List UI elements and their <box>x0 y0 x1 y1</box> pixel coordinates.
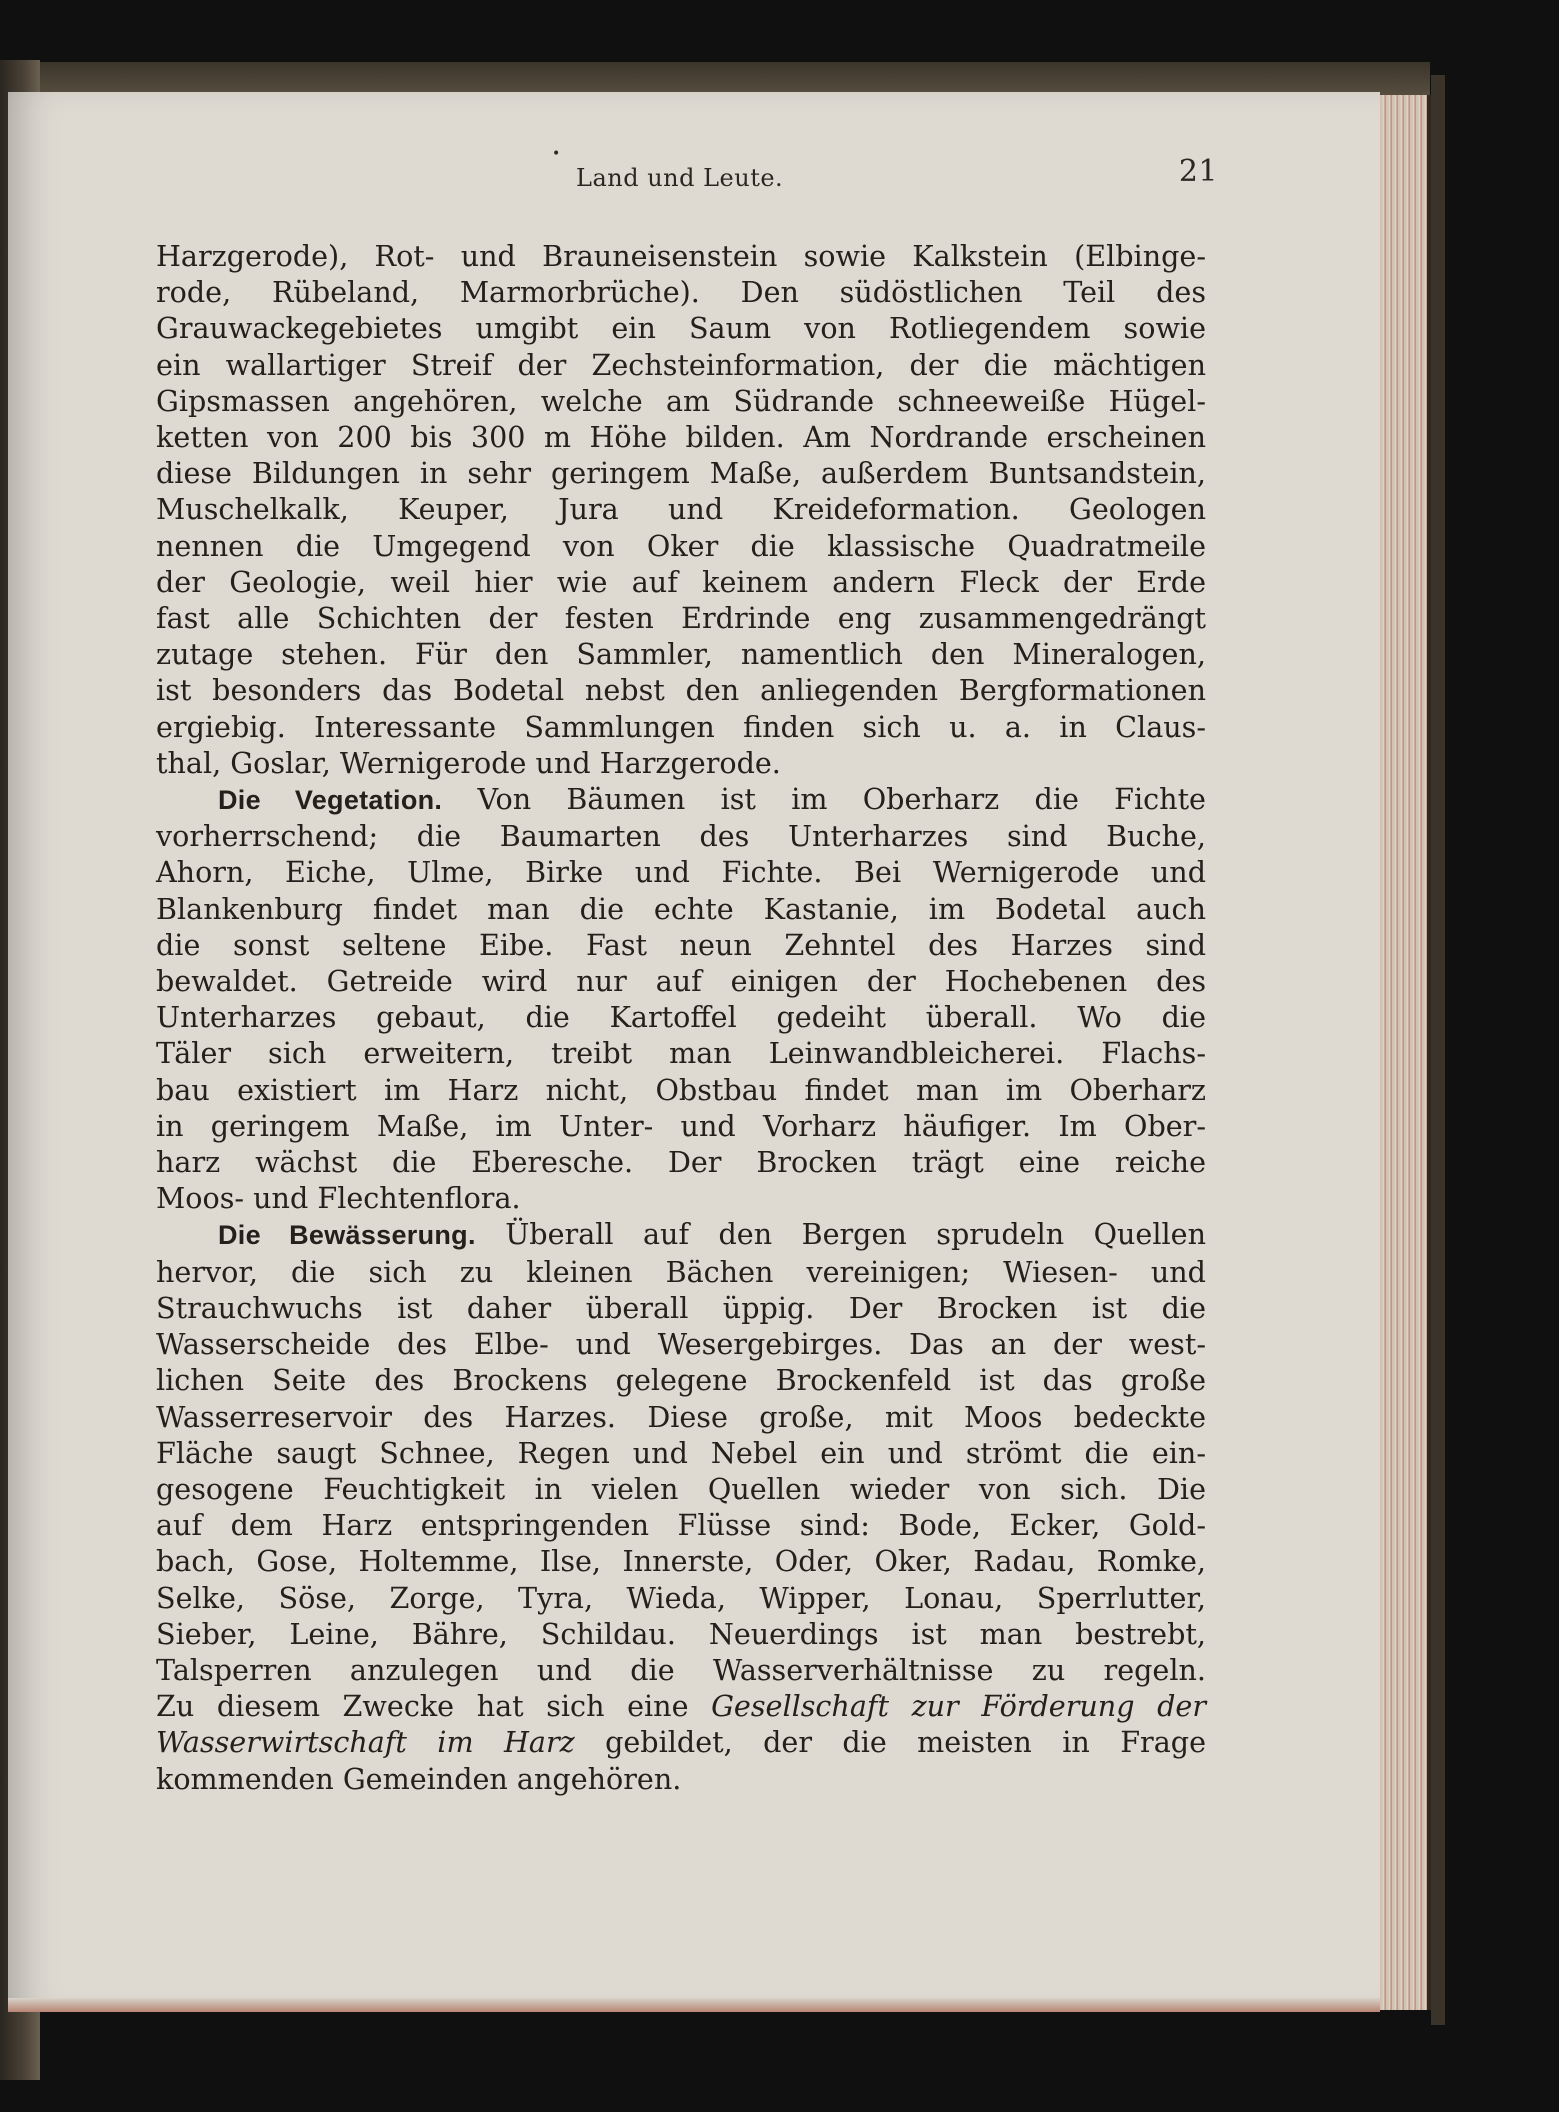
line-text: vorherrschend; die Baumarten des Unterharzes sind Buche, <box>156 819 1206 854</box>
text-line <box>156 636 1206 672</box>
text-line <box>156 600 1206 636</box>
line-text: ein wallartiger Streif der Zechsteinformation, der die mächtigen <box>156 347 1206 382</box>
line-text: gesogene Feuchtigkeit in vielen Quellen wieder von sich. Die <box>156 1471 1206 1506</box>
line-text: bau existiert im Harz nicht, Obstbau findet man im Oberharz <box>156 1072 1206 1107</box>
line-text: zutage stehen. Für den Sammler, namentlich den Mineralogen, <box>156 637 1206 672</box>
line-text: Moos- und Flechtenflora. <box>156 1181 521 1216</box>
text-line <box>156 745 1206 781</box>
text-line <box>156 1616 1206 1652</box>
text-line <box>156 1761 1206 1797</box>
line-text: der Geologie, weil hier wie auf keinem andern Fleck der Erde <box>156 564 1206 599</box>
line-text: fast alle Schichten der festen Erdrinde eng zusammengedrängt <box>156 601 1206 636</box>
line-text: Strauchwuchs ist daher überall üppig. Der Brocken ist die <box>156 1290 1206 1325</box>
text-line <box>156 891 1206 927</box>
line-text: bewaldet. Getreide wird nur auf einigen der Hochebenen des <box>156 964 1206 999</box>
line-text: rode, Rübeland, Marmorbrüche). Den südöstlichen Teil des <box>156 275 1206 310</box>
line-text: in geringem Maße, im Unter- und Vorharz häufiger. Im Ober- <box>156 1108 1206 1143</box>
text-line <box>156 1254 1206 1290</box>
line-text: Zu diesem Zwecke hat sich eine <box>156 1689 712 1724</box>
line-text: Gipsmassen angehören, welche am Südrande schneeweiße Hügel- <box>156 383 1206 418</box>
text-line <box>156 1072 1206 1108</box>
text-line <box>156 818 1206 854</box>
line-text: Harzgerode), Rot- und Brauneisenstein sowie Kalkstein (Elbinge- <box>156 239 1206 273</box>
text-line <box>156 1216 1206 1253</box>
text-line <box>156 1290 1206 1326</box>
text-line <box>156 963 1206 999</box>
line-text: Muschelkalk, Keuper, Jura und Kreideformation. Geologen <box>156 492 1206 527</box>
text-line <box>156 455 1206 491</box>
line-text: Unterharzes gebaut, die Kartoffel gedeiht überall. Wo die <box>156 1000 1206 1035</box>
text-line <box>156 1471 1206 1507</box>
text-line <box>156 310 1206 346</box>
line-text: Wasserscheide des Elbe- und Wesergebirges. Das an der west- <box>156 1327 1206 1362</box>
page-edges <box>1375 95 1433 2010</box>
text-line <box>156 1035 1206 1071</box>
text-line <box>156 1507 1206 1543</box>
line-text: kommenden Gemeinden angehören. <box>156 1761 682 1796</box>
line-text: die sonst seltene Eibe. Fast neun Zehntel des Harzes sind <box>156 927 1206 962</box>
text-line <box>156 1435 1206 1471</box>
line-text: Selke, Söse, Zorge, Tyra, Wieda, Wipper, Lonau, Sperrlutter, <box>156 1580 1206 1615</box>
italic-phrase: Gesellschaft zur Förderung der <box>711 1689 1206 1724</box>
italic-phrase: Wasserwirtschaft im Harz <box>156 1725 575 1760</box>
text-line <box>156 383 1206 419</box>
line-text: ist besonders das Bodetal nebst den anliegenden Bergformationen <box>156 673 1206 708</box>
line-text: gebildet, der die meisten in Frage <box>574 1725 1206 1760</box>
text-line <box>156 1724 1206 1760</box>
text-line <box>156 927 1206 963</box>
line-text: Blankenburg findet man die echte Kastanie, im Bodetal auch <box>156 891 1206 926</box>
text-line <box>156 1326 1206 1362</box>
print-dot: • <box>552 146 561 162</box>
text-line <box>156 1688 1206 1724</box>
text-line <box>156 1180 1206 1216</box>
line-text: bach, Gose, Holtemme, Ilse, Innerste, Oder, Oker, Radau, Romke, <box>156 1544 1206 1579</box>
line-text: Von Bäumen ist im Oberharz die Fichte <box>442 782 1206 817</box>
line-text: Fläche saugt Schnee, Regen und Nebel ein und strömt die ein- <box>156 1435 1206 1470</box>
text-line <box>156 491 1206 527</box>
text-line <box>156 1399 1206 1435</box>
text-line <box>156 1362 1206 1398</box>
line-text: Grauwackegebietes umgibt ein Saum von Rotliegendem sowie <box>156 311 1206 346</box>
section-heading: Die Bewässerung. <box>218 1220 476 1251</box>
text-line <box>156 347 1206 383</box>
line-text: ketten von 200 bis 300 m Höhe bilden. Am Nordrande erscheinen <box>156 420 1206 455</box>
text-line <box>156 999 1206 1035</box>
running-title: Land und Leute. <box>576 164 784 192</box>
line-text: Sieber, Leine, Bähre, Schildau. Neuerdings ist man bestrebt, <box>156 1616 1206 1651</box>
line-text: Talsperren anzulegen und die Wasserverhältnisse zu regeln. <box>156 1652 1206 1687</box>
text-line <box>156 854 1206 890</box>
line-text: Überall auf den Bergen sprudeln Quellen <box>475 1217 1206 1252</box>
text-line <box>156 1580 1206 1616</box>
line-text: lichen Seite des Brockens gelegene Brockenfeld ist das große <box>156 1363 1206 1398</box>
text-line <box>156 528 1206 564</box>
text-line <box>156 1543 1206 1579</box>
line-text: auf dem Harz entspringenden Flüsse sind: Bode, Ecker, Gold- <box>156 1508 1206 1543</box>
text-line <box>156 672 1206 708</box>
text-line <box>156 238 1206 274</box>
line-text: ergiebig. Interessante Sammlungen finden sich u. a. in Claus- <box>156 709 1206 744</box>
text-line <box>156 274 1206 310</box>
text-line <box>156 419 1206 455</box>
line-text: thal, Goslar, Wernigerode und Harzgerode. <box>156 745 781 780</box>
text-line <box>156 1144 1206 1180</box>
line-text: Ahorn, Eiche, Ulme, Birke und Fichte. Bei Wernigerode und <box>156 855 1206 890</box>
text-line <box>156 1108 1206 1144</box>
text-line <box>156 564 1206 600</box>
section-heading: Die Vegetation. <box>218 785 443 816</box>
line-text: Täler sich erweitern, treibt man Leinwandbleicherei. Flachs- <box>156 1036 1206 1071</box>
line-text: diese Bildungen in sehr geringem Maße, außerdem Buntsandstein, <box>156 456 1206 491</box>
page-number: 21 <box>1178 154 1218 189</box>
text-line <box>156 1652 1206 1688</box>
body-text <box>156 238 1206 1797</box>
line-text: nennen die Umgegend von Oker die klassische Quadratmeile <box>156 528 1206 563</box>
text-line <box>156 781 1206 818</box>
line-text: hervor, die sich zu kleinen Bächen vereinigen; Wiesen- und <box>156 1254 1206 1289</box>
line-text: harz wächst die Eberesche. Der Brocken trägt eine reiche <box>156 1145 1206 1180</box>
line-text: Wasserreservoir des Harzes. Diese große, mit Moos bedeckte <box>156 1399 1206 1434</box>
text-line <box>156 709 1206 745</box>
